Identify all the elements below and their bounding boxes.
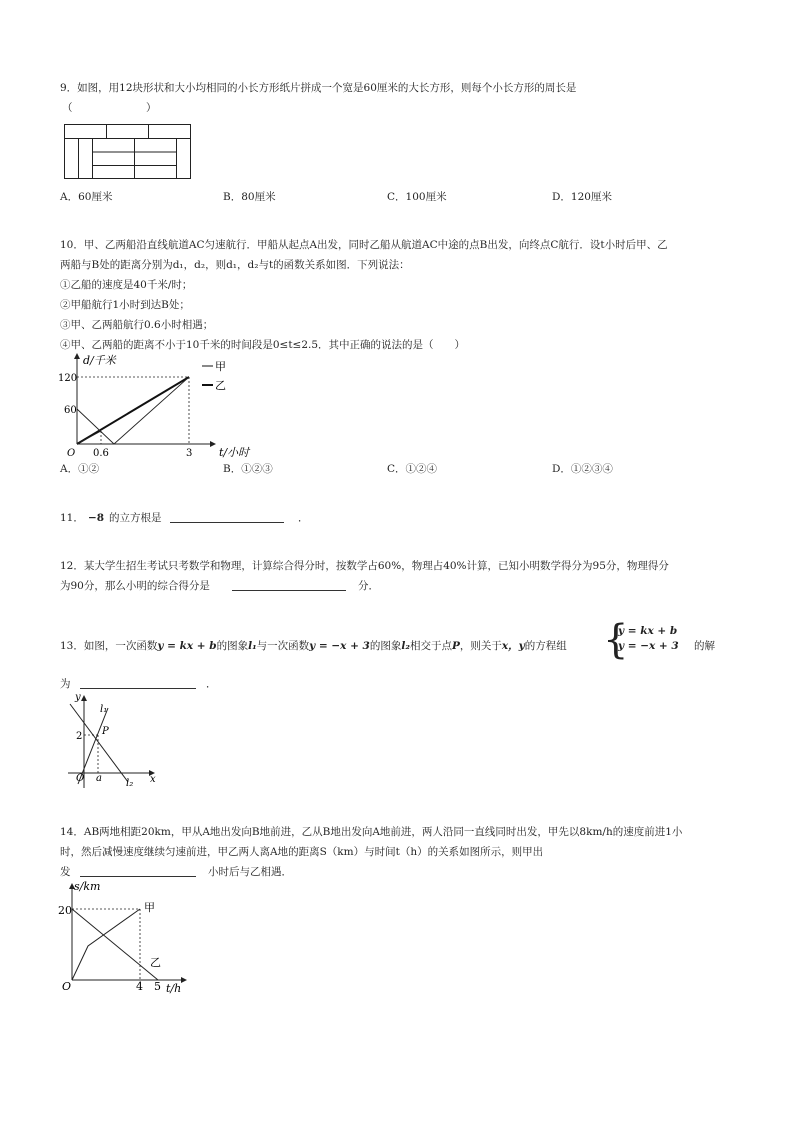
q14-line1: 14．AB两地相距20km，甲从A地出发向B地前进，乙从B地出发向A地前进，两人沿同一直线同时出发，甲先以8km/h的速度前进1小 xyxy=(60,826,683,838)
q9-option-b: B．80厘米 xyxy=(223,191,276,203)
q13-l1-label: l₁ xyxy=(100,704,108,715)
q10-x-axis-label: t/小时 xyxy=(219,446,250,459)
q13-y-label: y xyxy=(75,692,81,703)
q11-answer-blank[interactable] xyxy=(170,510,284,523)
q11-number: 11． xyxy=(60,512,84,524)
q13-system-eq2: y = −x + 3 xyxy=(618,640,679,652)
q10-statement-1: ①乙船的速度是40千米/时； xyxy=(60,279,193,291)
q14-label-yi: 乙 xyxy=(150,956,161,969)
q14-x-tick-5: 5 xyxy=(154,980,161,993)
q9-option-d: D．120厘米 xyxy=(552,191,612,203)
q9-option-c: C．100厘米 xyxy=(387,191,447,203)
q11-end: ． xyxy=(298,512,309,524)
q14-y-label: s/km xyxy=(74,880,101,893)
q14-y-tick-20: 20 xyxy=(58,904,72,917)
q10-x-tick-3: 3 xyxy=(186,448,193,459)
q14-end: 小时后与乙相遇． xyxy=(208,866,292,878)
q14-x-label: t/h xyxy=(166,982,182,995)
q9-option-a: A．60厘米 xyxy=(60,191,113,203)
q10-statement-3: ③甲、乙两船航行0.6小时相遇； xyxy=(60,319,214,331)
q10-distance-time-graph xyxy=(55,352,295,464)
q10-y-axis-label: d/千米 xyxy=(83,354,116,367)
q12-line1: 12．某大学生招生考试只考数学和物理，计算综合得分时，按数学占60%，物理占40%计算，已知小明数学得分为95分，物理得分 xyxy=(60,560,669,572)
q10-origin-label: O xyxy=(67,448,76,459)
q13-end-text: 的解 xyxy=(694,640,715,652)
q10-line2: 两船与B处的距离分别为d₁，d₂，则d₁，d₂与t的函数关系如图．下列说法： xyxy=(60,259,410,271)
q14-distance-time-graph xyxy=(58,878,194,998)
q10-option-a: A．①② xyxy=(60,463,100,475)
q10-y-tick-120: 120 xyxy=(58,373,78,384)
q14-x-tick-4: 4 xyxy=(136,980,143,993)
q13-y-tick-2: 2 xyxy=(76,731,83,742)
q13-intersection-graph xyxy=(64,690,164,792)
q12-line2: 为90分，那么小明的综合得分是 xyxy=(60,580,210,592)
q12-answer-blank[interactable] xyxy=(232,578,346,591)
q14-label-jia: 甲 xyxy=(144,901,155,914)
q10-option-b: B．①②③ xyxy=(223,463,273,475)
q13-answer-blank[interactable] xyxy=(80,676,196,689)
q14-origin: O xyxy=(62,980,72,993)
q10-line-jia xyxy=(77,377,189,444)
q13-l2-label: l₂ xyxy=(126,778,134,789)
q11-expression: −8 xyxy=(88,512,105,524)
q13-end: ． xyxy=(206,678,217,690)
q13-system-eq1: y = kx + b xyxy=(618,625,678,637)
q10-legend-jia: 甲 xyxy=(215,360,226,373)
q10-statement-4: ④甲、乙两船的距离不小于10千米的时间段是0≤t≤2.5．其中正确的说法的是（ ） xyxy=(60,339,466,351)
q10-y-tick-60: 60 xyxy=(64,405,77,416)
q14-line2: 时，然后减慢速度继续匀速前进，甲乙两人离A地的距离S（km）与时间t（h）的关系如图所示，则甲出 xyxy=(60,846,544,858)
q13-stem: 13．如图，一次函数y = kx + b的图象l₁与一次函数y = −x + 3的图象l₂相交于点P，则关于x，y的方程组 xyxy=(60,640,567,652)
q13-point-p: P xyxy=(102,726,109,737)
q13-a-label: a xyxy=(96,773,102,784)
q11-text: 的立方根是 xyxy=(109,512,162,524)
q13-origin: O xyxy=(76,773,85,784)
q9-stem: 9．如图，用12块形状和大小均相同的小长方形纸片拼成一个宽是60厘米的大长方形，则每个小长方形的周长是 xyxy=(60,82,577,94)
q10-option-d: D．①②③④ xyxy=(552,463,613,475)
q14-line-yi xyxy=(72,909,158,980)
q10-statement-2: ②甲船航行1小时到达B处； xyxy=(60,299,190,311)
q13-line-l2 xyxy=(70,704,128,782)
q10-line1: 10．甲、乙两船沿直线航道AC匀速航行．甲船从起点A出发，同时乙船从航道AC中途的点B出发，向终点C航行．设t小时后甲、乙 xyxy=(60,239,668,251)
q13-system-brace: { xyxy=(603,617,629,663)
q14-line3: 发 xyxy=(60,866,71,878)
q14-line-jia xyxy=(72,909,140,980)
q13-line2: 为 xyxy=(60,678,71,690)
q10-x-tick-0-6: 0.6 xyxy=(93,448,109,459)
q12-end: 分． xyxy=(358,580,379,592)
q13-x-label: x xyxy=(150,774,156,785)
q10-option-c: C．①②④ xyxy=(387,463,438,475)
q9-rectangle-figure xyxy=(64,124,192,180)
q9-answer-paren: （ ） xyxy=(62,102,157,114)
q14-answer-blank[interactable] xyxy=(80,864,196,877)
q10-legend-yi: 乙 xyxy=(215,379,226,392)
